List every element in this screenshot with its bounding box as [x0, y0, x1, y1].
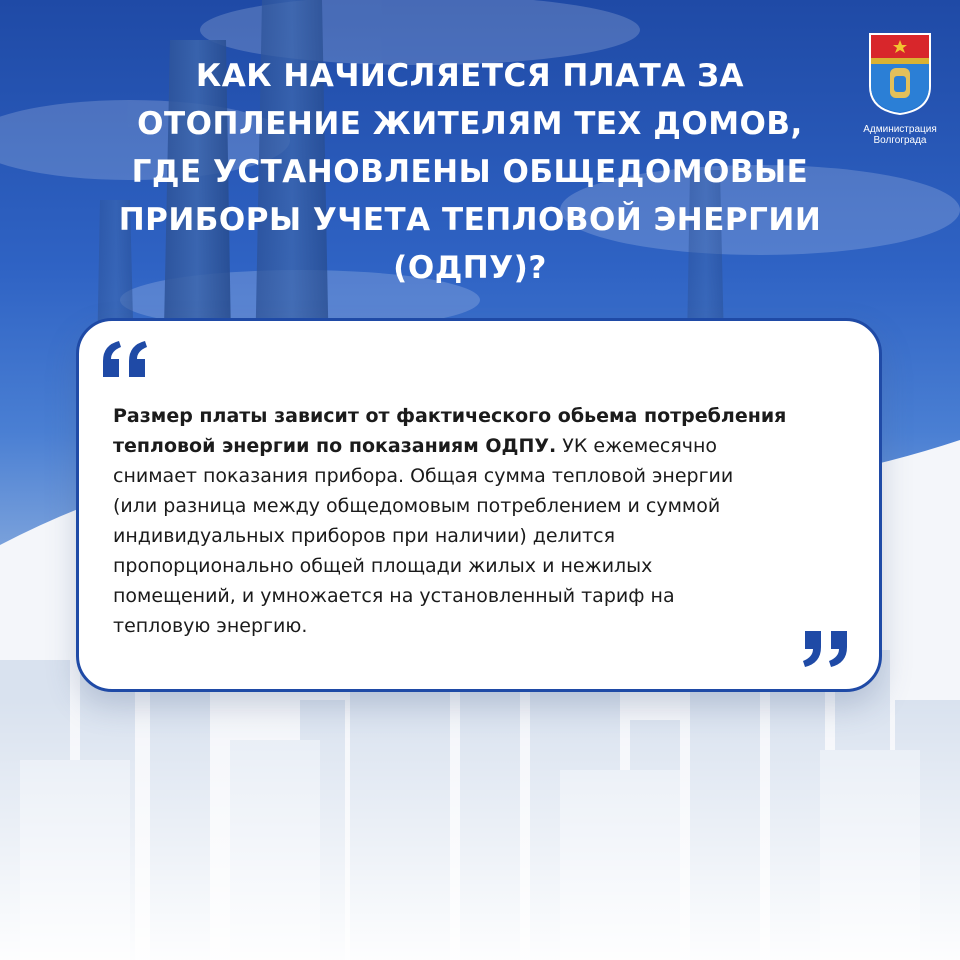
logo-caption-line: Администрация [863, 124, 937, 135]
body-line: тепловую энергию. [113, 615, 308, 637]
volgograd-coat-of-arms-icon [868, 32, 932, 116]
administration-logo [858, 32, 942, 152]
title-line: ГДЕ УСТАНОВЛЕНЫ ОБЩЕДОМОВЫЕ [131, 154, 809, 190]
logo-caption [858, 124, 942, 146]
body-line: индивидуальных приборов при наличии) делится [113, 525, 616, 547]
body-mixed-line: тепловой энергии по показаниям ОДПУ. УК ежемесячно [113, 435, 718, 457]
title-line: ОТОПЛЕНИЕ ЖИТЕЛЯМ ТЕХ ДОМОВ, [137, 106, 803, 142]
logo-caption-line: Волгограда [873, 135, 927, 146]
page-title [90, 52, 850, 292]
close-quote-icon [803, 629, 853, 669]
body-bold-line: Размер платы зависит от фактического обьема потребления [113, 405, 787, 427]
quote-card [76, 318, 882, 692]
body-line: (или разница между общедомовым потреблением и суммой [113, 495, 721, 517]
title-line: (ОДПУ)? [393, 250, 547, 286]
body-line: снимает показания прибора. Общая сумма тепловой энергии [113, 465, 734, 487]
title-line: КАК НАЧИСЛЯЕТСЯ ПЛАТА ЗА [195, 58, 745, 94]
body-line: пропорционально общей площади жилых и нежилых [113, 555, 653, 577]
body-line: помещений, и умножается на установленный тариф на [113, 585, 675, 607]
open-quote-icon [99, 339, 151, 379]
card-body-text [113, 401, 853, 641]
title-line: ПРИБОРЫ УЧЕТА ТЕПЛОВОЙ ЭНЕРГИИ [118, 202, 822, 238]
fog-overlay [0, 700, 960, 960]
